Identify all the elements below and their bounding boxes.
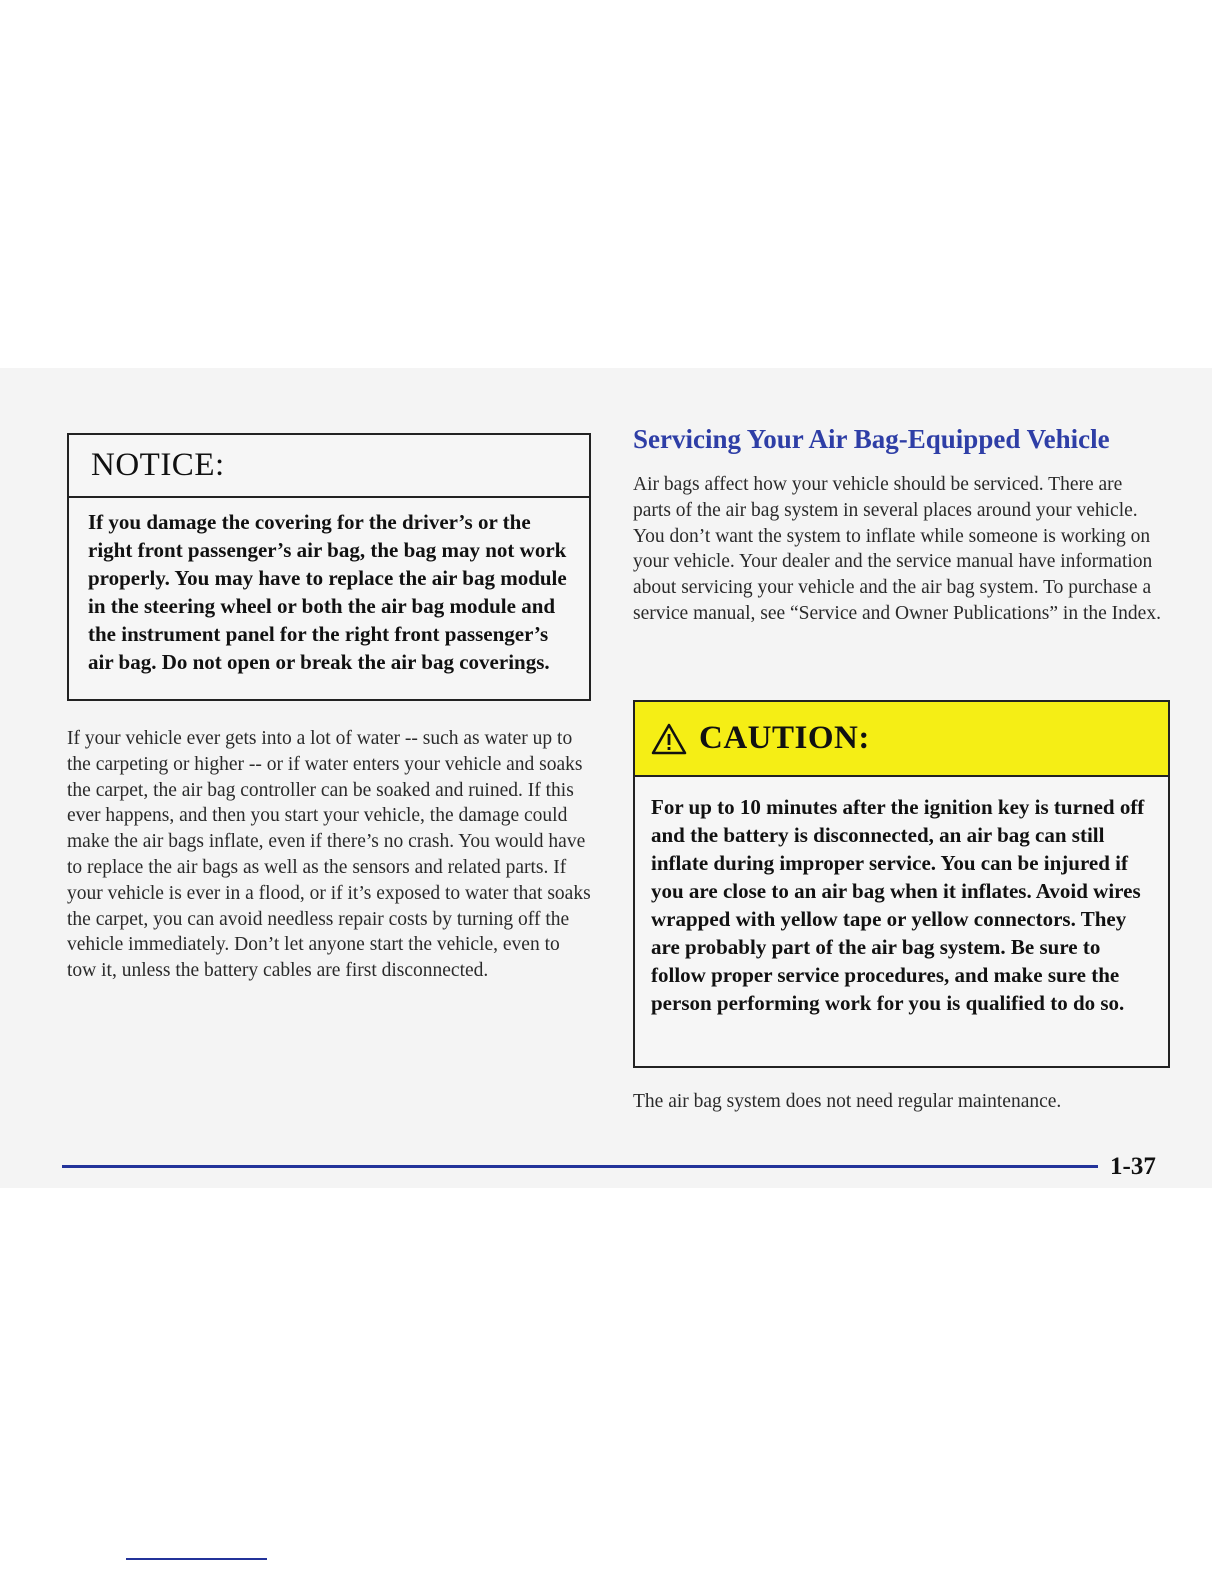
caution-text: For up to 10 minutes after the ignition key is turned off and the battery is disconnected, an air bag can still inflate during improper service. You can be injured if you are close to an air bag when it inflates. Avoid wires wrapped with yellow tape or yellow connectors. They are probably part of the air bag system. Be sure to follow proper service procedures, and make sure the person performing work for you is qualified to do so. (651, 795, 1145, 1015)
footer-rule (62, 1165, 1098, 1168)
caution-box (633, 700, 1170, 1068)
section-heading: Servicing Your Air Bag-Equipped Vehicle (633, 424, 1110, 454)
bottom-rule (126, 1558, 267, 1560)
servicing-paragraph: Air bags affect how your vehicle should be serviced. There are parts of the air bag system in several places around your vehicle. You don’t want the system to inflate while someone is working on your vehicle. Your dealer and the service manual have information about servicing your vehicle and the air bag system. To purchase a service manual, see “Service and Owner Publications” in the Index. (633, 474, 1161, 624)
maintenance-note: The air bag system does not need regular maintenance. (633, 1091, 1062, 1112)
warning-triangle-icon (651, 723, 687, 755)
notice-title: NOTICE: (91, 447, 225, 483)
notice-header (69, 435, 589, 498)
notice-box (67, 433, 591, 701)
page-number: 1-37 (1110, 1153, 1156, 1180)
notice-text: If you damage the covering for the driver’s or the right front passenger’s air bag, the bag may not work properly. You may have to replace the air bag module in the steering wheel or both the air bag module and the instrument panel for the right front passenger’s air bag. Do not open or break the air bag coverings. (88, 510, 567, 674)
water-damage-paragraph: If your vehicle ever gets into a lot of water -- such as water up to the carpeting or higher -- or if water enters your vehicle and soaks the carpet, the air bag controller can be soaked and ruined. If this ever happens, and then you start your vehicle, the damage could make the air bags inflate, even if there’s no crash. You would have to replace the air bags as well as the sensors and related parts. If your vehicle is ever in a flood, or if it’s exposed to water that soaks the carpet, you can avoid needless repair costs by turning off the vehicle immediately. Don’t let anyone start the vehicle, even to tow it, unless the battery cables are first disconnected. (67, 728, 591, 982)
caution-title: CAUTION: (699, 720, 870, 756)
caution-header (635, 702, 1168, 777)
